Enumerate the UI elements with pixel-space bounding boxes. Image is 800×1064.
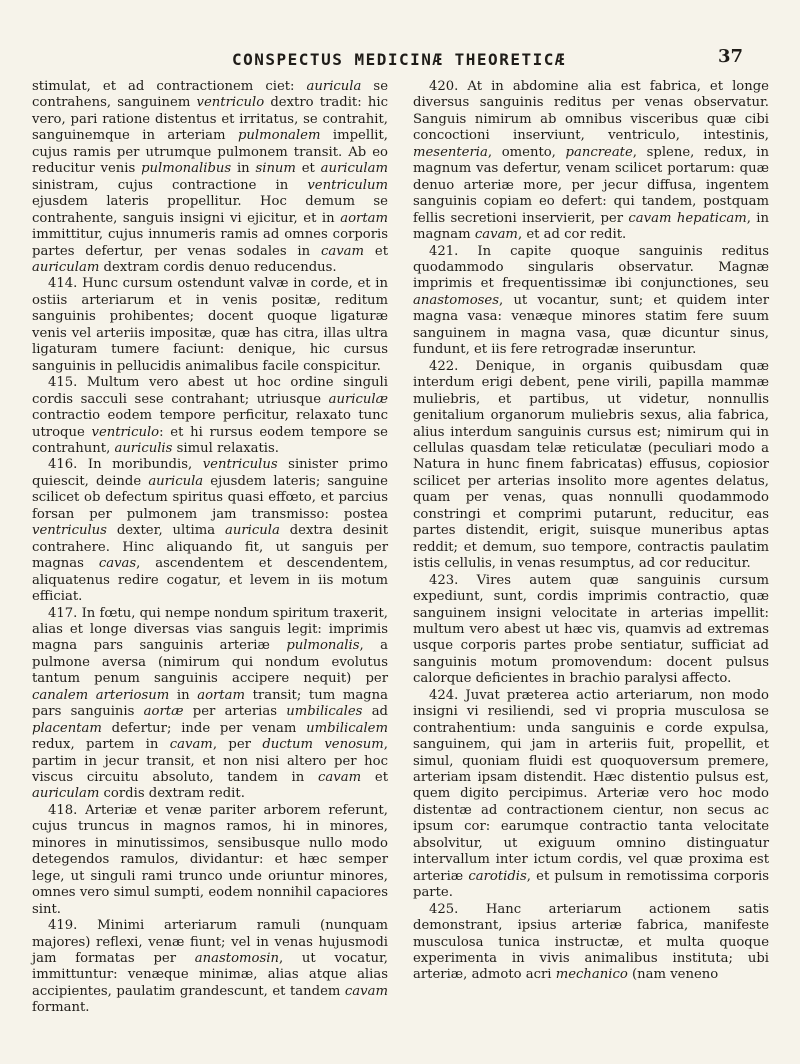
italic-term: mechanico	[555, 967, 628, 983]
italic-term: cavam	[344, 983, 388, 999]
text-run: , a pulmone aversa (nimirum qui nondum evolutus tantum penum sanguinis accipere nequit) per	[32, 638, 388, 687]
text-run: , ascendentem et descendentem, aliquatenus redire cogatur, et levem in iis motum efficiat.	[32, 556, 389, 605]
italic-term: pulmonalis	[286, 638, 360, 654]
italic-term: anastomosin	[194, 951, 279, 967]
running-title: CONSPECTUS MEDICINÆ THEORETICÆ	[232, 50, 566, 69]
italic-term: auricula	[148, 473, 204, 489]
italic-term: cavas	[98, 556, 137, 572]
text-run: , omento,	[487, 144, 566, 160]
text-run: stimulat, et ad contractionem ciet:	[32, 79, 307, 94]
text-run: 424. Juvat præterea actio arteriarum, non modo insigni vi resiliendi, sed vi propria musculosa se contrahentium: unda sanguinis e corde expulsa, sanguinem, qui jam in arteriis fuit, propellit, et simul, quoniam fluidi est quoquoversum premere, arteriam ipsam distendit. Hæc distentio pulsus est, quem digito percipimus. Arteriæ vero hoc modo distentæ ad contractionem cientur, non secus ac ipsum cor: earumque contractio tanta velocitate absolvitur, ut exiguum omnino distinguatur intervallum inter ictum cordis, vel quæ proxima est arteriæ	[413, 687, 769, 884]
italic-term: ductum venosum	[262, 737, 384, 753]
paragraph-424	[413, 688, 769, 902]
italic-term: cavam	[320, 243, 365, 259]
text-run: ejusdem lateris propellitur. Hoc demum se contrahente, sanguis insigni vi ejicitur, et in	[32, 194, 388, 226]
paragraph-414	[32, 276, 388, 375]
page-number: 37	[718, 46, 744, 67]
text-run: , ut vocatur, immittuntur: venæque minimæ, alias atque alias accipientes, paulatim grandescunt, et tandem	[32, 951, 388, 999]
paragraph-419	[32, 918, 388, 1017]
text-run: et	[295, 161, 321, 177]
italic-term: pulmonalem	[237, 128, 321, 144]
paragraph-417	[32, 606, 388, 803]
text-run: : et hi rursus eodem tempore se contrahunt,	[32, 424, 388, 456]
italic-term: pancreate	[565, 144, 633, 160]
italic-term: auricula	[306, 79, 362, 94]
text-run: immittitur, cujus innumeris ramis ad omnes corporis partes defertur, per venas sodales in	[32, 227, 388, 259]
italic-term: aortam	[340, 210, 388, 226]
italic-term: cavam hepaticam	[628, 210, 747, 226]
italic-term: auriculam	[32, 786, 100, 802]
italic-term: ventriculus	[202, 457, 278, 473]
left-column	[32, 79, 388, 1017]
page-header	[0, 44, 800, 74]
paragraph-425	[413, 902, 769, 984]
paragraph-415	[32, 375, 388, 457]
paragraph-418	[32, 803, 388, 918]
italic-term: cavam	[318, 770, 362, 786]
text-run: in	[169, 687, 198, 703]
text-run: 416. In moribundis,	[48, 457, 203, 473]
text-run: , splene, redux, in magnum vas defertur, venam scilicet portarum: quæ denuo arteriæ more, per jecur diffusa, ingentem sanguinis copiam eo defert: qui tandem, postquam fellis secretioni inservierit, per	[413, 144, 770, 226]
italic-term: placentam	[32, 720, 102, 736]
text-run: 421. In capite quoque sanguinis reditus quodammodo singularis observatur. Magnæ imprimis et frequentissimæ ibi conjunctiones, seu	[413, 243, 769, 292]
italic-term: ventriculo	[91, 424, 160, 440]
italic-term: pulmonalibus	[141, 161, 232, 177]
text-run: ad	[362, 704, 388, 720]
italic-term: ventriculum	[307, 177, 388, 193]
italic-term: ventriculus	[32, 523, 107, 539]
text-run: 418. Arteriæ et venæ pariter arborem referunt, cujus truncus in magnos ramos, hi in minores, minores in minutissimos, sensibusque nullo modo detegendos ramulos, dividantur: et hæc semper lege, ut singuli rami trunco unde oriuntur minores, omnes vero simul sumpti, eodem nonnihil capaciores sint.	[32, 802, 388, 917]
text-run: , partim in jecur transit, et non nisi altero per hoc viscus circuitu absoluto, tandem in	[32, 737, 388, 786]
text-run: 423. Vires autem quæ sanguinis cursum expediunt, sunt, cordis imprimis contractio, quæ sanguinem insigni velocitate in arterias impellit: multum vero abest ut hæc vis, quamvis ad extremas usque corporis partes probe sentiatur, sufficiat ad sanguinis motum promovendum: docent pulsus calorque deficientes in brachio paralysi affecto.	[413, 572, 769, 687]
right-column	[413, 79, 769, 984]
italic-term: aortæ	[143, 704, 184, 720]
paragraph-continued	[32, 79, 388, 276]
text-run: , et ad cor redit.	[517, 227, 627, 243]
text-run: se contrahens, sanguinem	[32, 79, 389, 111]
text-run: dextram cordis denuo reducendus.	[99, 259, 337, 275]
text-run: , et pulsum in remotissima corporis parte.	[413, 868, 770, 901]
italic-term: auriculam	[32, 259, 100, 275]
text-run: sinister primo quiescit, deinde	[32, 457, 388, 489]
italic-term: cavam	[169, 737, 213, 753]
italic-term: mesenteria	[413, 144, 488, 160]
italic-term: anastomoses	[413, 292, 500, 308]
text-run: cordis dextram redit.	[99, 786, 245, 802]
text-run: , ut vocantur, sunt; et quidem inter magna vasa: venæque minores statim fere suum sanguinem in magna vasa, quæ dicuntur sinus, fundunt, et iis fere retrogradæ inseruntur.	[413, 292, 769, 358]
italic-term: umbilicales	[286, 704, 363, 720]
text-run: et	[361, 770, 389, 786]
text-run: 417. In fœtu, qui nempe nondum spiritum traxerit, alias et longe diversas vias sanguis legit: imprimis magna pars sanguinis arteriæ	[32, 605, 388, 654]
text-run: 419. Minimi arteriarum ramuli (nunquam majores) reflexi, venæ fiunt; vel in venas hujusmodi jam formatas per	[32, 918, 388, 967]
text-run: contractio eodem tempore perficitur, relaxato tunc utroque	[32, 408, 388, 440]
text-run: , in magnam	[413, 210, 769, 243]
italic-term: ventriculo	[196, 95, 265, 111]
italic-term: carotidis	[468, 868, 527, 884]
text-run: dexter, ultima	[106, 523, 225, 539]
text-run: impellit, cujus ramis per utrumque pulmonem transit. Ab eo reducitur venis	[32, 128, 388, 177]
italic-term: auriculam	[320, 161, 388, 177]
italic-term: auriculis	[114, 440, 173, 456]
text-run: 420. At in abdomine alia est fabrica, et longe diversus sanguinis reditus per venas observatur. Sanguis nimirum ab omnibus visceribus quæ cibi concoctioni inserviunt, ventriculo, intestinis,	[413, 79, 769, 144]
italic-term: auricula	[225, 523, 280, 539]
text-run: dextra desinit contrahere. Hinc aliquando fit, ut sanguis per magnas	[32, 523, 388, 572]
text-run: per arterias	[183, 704, 287, 720]
paragraph-423	[413, 573, 769, 688]
text-run: et	[364, 243, 388, 259]
text-run: , per	[212, 737, 263, 753]
text-run: redux, partem in	[32, 737, 170, 753]
text-run: 414. Hunc cursum ostendunt valvæ in corde, et in ostiis arteriarum et in venis positæ, reditum sanguinis prohibentes; docent quoque ligaturæ venis vel arteriis impositæ, quæ has citra, illas ultra ligaturam tumere faciunt: denique, hic cursus sanguinis in pellucidis animalibus facile conspicitur.	[32, 276, 388, 374]
italic-term: canalem arteriosum	[32, 687, 170, 703]
text-run: formant.	[32, 1000, 90, 1016]
text-run: 422. Denique, in organis quibusdam quæ interdum erigi debent, pene virili, papilla mammæ muliebris, et partibus, ut videtur, nonnullis genitalium organorum muliebris sexus, alia fabrica, alius interdum sanguinis cursus est; nimirum qui in cellulas quasdam telæ reticulatæ (peculiari modo a Natura in hunc finem fabricatas) effusus, copiosior scilicet per arterias insolito more agentes delatus, quam per venas, quas nonnulli quodammodo constringi et comprimi putarunt, reducitur, eas partes distendit, erigit, suisque muneribus aptas reddit; et demum, suo tempore, contractis paulatim istis cellulis, in venas resumptus, ad cor reducitur.	[413, 358, 769, 572]
italic-term: aortam	[197, 687, 245, 703]
text-run: (nam veneno	[627, 967, 719, 983]
text-run: in	[231, 161, 256, 177]
text-run: ejusdem lateris; sanguine scilicet ob defectum spiritus quasi effœto, et parcius forsan per pulmonem jam transmisso: postea	[32, 473, 388, 522]
text-run: sinistram, cujus contractione in	[32, 177, 308, 193]
paragraph-420	[413, 79, 769, 244]
paragraph-422	[413, 359, 769, 573]
italic-term: auriculæ	[328, 391, 388, 407]
text-run: 425. Hanc arteriarum actionem satis demonstrant, ipsius arteriæ fabrica, manifeste musculosa tunica instructæ, et multa quoque experimenta in vivis animalibus instituta; ubi arteriæ, admoto acri	[413, 901, 769, 983]
text-run: transit; tum magna pars sanguinis	[32, 687, 388, 720]
italic-term: umbilicalem	[306, 720, 388, 736]
paragraph-421	[413, 244, 769, 359]
text-run: defertur; inde per venam	[101, 720, 307, 736]
text-run: dextro tradit: hic vero, pari ratione distentus et irritatus, se contrahit, sanguinemque in arteriam	[32, 95, 388, 144]
italic-term: cavam	[474, 227, 518, 243]
text-run: 415. Multum vero abest ut hoc ordine singuli cordis sacculi sese contrahant; utriusque	[32, 375, 388, 407]
text-run: simul relaxatis.	[172, 440, 279, 456]
paragraph-416	[32, 457, 388, 605]
italic-term: sinum	[255, 161, 296, 177]
